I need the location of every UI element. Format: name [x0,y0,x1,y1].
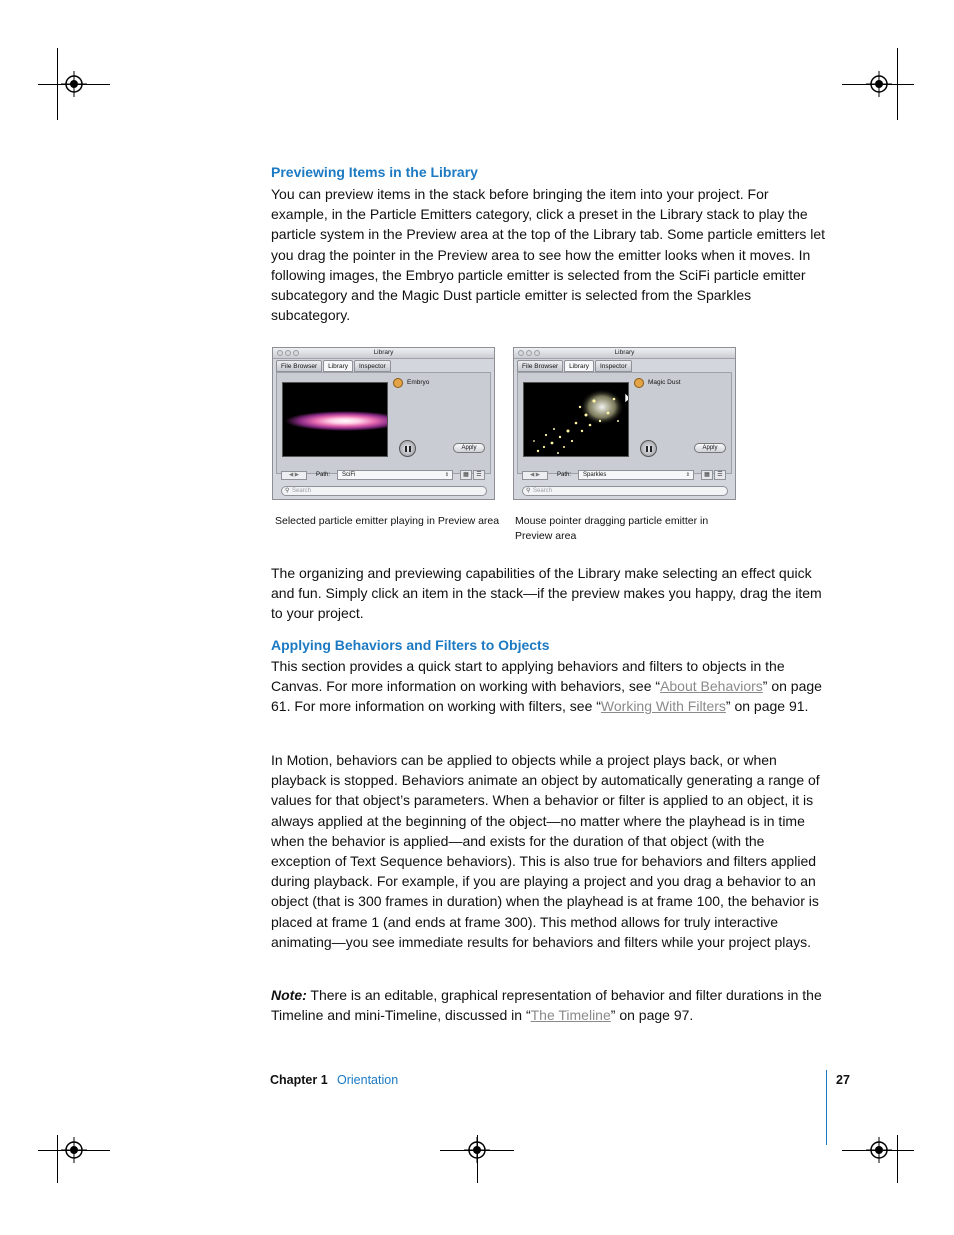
note-paragraph [271,985,827,1025]
path-label: Path: [316,472,331,478]
list-view-button[interactable]: ☰ [473,470,485,480]
list-view-button[interactable]: ☰ [714,470,726,480]
text-run: This section provides a quick start to applying behaviors and filters to objects in the Canvas. For more information on working with behaviors, see “ [271,658,785,695]
search-field[interactable] [281,486,487,496]
pause-button[interactable] [640,440,657,457]
tab-file-browser[interactable]: File Browser [517,360,563,372]
particle-glow [283,407,388,435]
link-about-behaviors[interactable]: About Behaviors [660,678,763,695]
body-paragraph [271,656,827,717]
registration-mark-icon [866,1137,892,1163]
footer-chapter: Chapter 1 [270,1073,328,1087]
tab-inspector[interactable]: Inspector [595,360,632,372]
figure-caption: Mouse pointer dragging particle emitter in Preview area [515,515,709,542]
window-title: Library [614,349,635,356]
tab-bar [517,360,632,372]
chevron-up-down-icon: ⇕ [685,472,690,478]
particle-emitter-icon [393,378,403,388]
link-working-with-filters[interactable]: Working With Filters [600,698,726,715]
library-window [272,347,495,500]
item-name: Embryo [407,379,430,386]
window-titlebar [514,348,735,359]
back-forward-buttons[interactable]: ◀ ▶ [522,471,548,480]
tab-inspector[interactable]: Inspector [354,360,391,372]
crop-line [897,1135,898,1183]
link-the-timeline[interactable]: The Timeline [530,1007,611,1024]
apply-button[interactable]: Apply [453,443,485,453]
text-run: There is an editable, graphical representation of behavior and filter durations in the Timeline and mini-Timeline, discussed in “ [271,987,822,1024]
sparkles-particles [524,383,629,457]
chevron-up-down-icon: ⇕ [444,472,449,478]
figure-caption: Selected particle emitter playing in Preview area [275,515,500,527]
path-select[interactable] [337,470,453,480]
window-titlebar [273,348,494,359]
window-title: Library [373,349,394,356]
text-run: ” on page 91. [725,698,809,715]
body-paragraph: In Motion, behaviors can be applied to objects while a project plays back, or when playback is stopped. Behaviors animate an object by automatically generating a range of values for that object’s parameters. When a behavior or filter is applied to an object, it is always applied at the beginning of the object—no matter where the playhead is in time when the behavior is applied—and exists for the duration of that object (with the exception of Text Sequence behaviors). This is also true for behaviors and filters applied during playback. For example, if you are playing a project and you drag a behavior to an object (that is 300 frames in duration) when the playhead is at frame 100, the behavior is placed at frame 1 (and ends at frame 300). This method allows for truly interactive animating—you see immediate results for behaviors and filters while your project plays. [271,752,820,950]
path-select[interactable] [578,470,694,480]
registration-mark-icon [61,1137,87,1163]
search-placeholder: Search [292,488,312,494]
search-icon: ⚲ [285,488,290,494]
section-heading: Previewing Items in the Library [271,164,478,180]
library-window [513,347,736,500]
path-value: Sparkles [583,472,607,478]
body-paragraph: The organizing and previewing capabilities of the Library make selecting an effect quick and fun. Simply click an item in the stack—if the preview makes you happy, drag the item to your project. [271,565,822,622]
preview-area[interactable] [282,382,388,457]
tab-library[interactable]: Library [564,360,594,372]
path-value: SciFi [342,472,356,478]
text-run: ” on page 97. [610,1007,694,1024]
particle-emitter-icon [634,378,644,388]
note-label: Note: [271,987,307,1003]
search-icon: ⚲ [526,488,531,494]
icon-view-button[interactable]: ▦ [701,470,713,480]
registration-mark-icon [61,71,87,97]
crop-line [57,1135,58,1183]
registration-mark-icon [464,1137,490,1163]
mouse-pointer-icon [625,393,629,405]
footer-divider [826,1070,827,1145]
tab-library[interactable]: Library [323,360,353,372]
tab-file-browser[interactable]: File Browser [276,360,322,372]
page-number: 27 [836,1073,850,1087]
registration-mark-icon [866,71,892,97]
icon-view-button[interactable]: ▦ [460,470,472,480]
body-paragraph: You can preview items in the stack before bringing the item into your project. For example, in the Particle Emitters category, click a preset in the Library stack to play the particle system in the Preview area at the top of the Library tab. Some particle emitters let you drag the pointer in the Preview area to see how the emitter looks when it moves. In following images, the Embryo particle emitter is selected from the SciFi particle emitter subcategory and the Magic Dust particle emitter is selected from the Sparkles subcategory. [271,186,826,324]
apply-button[interactable]: Apply [694,443,726,453]
tab-bar [276,360,391,372]
search-placeholder: Search [533,488,553,494]
item-name: Magic Dust [648,379,681,386]
path-label: Path: [557,472,572,478]
text-run: ” on page 61. For more information on working with filters, see “ [271,678,822,715]
search-field[interactable] [522,486,728,496]
footer-section-link[interactable]: Orientation [337,1073,399,1087]
back-forward-buttons[interactable]: ◀ ▶ [281,471,307,480]
section-heading: Applying Behaviors and Filters to Objects [271,637,550,653]
preview-area[interactable] [523,382,629,457]
pause-button[interactable] [399,440,416,457]
